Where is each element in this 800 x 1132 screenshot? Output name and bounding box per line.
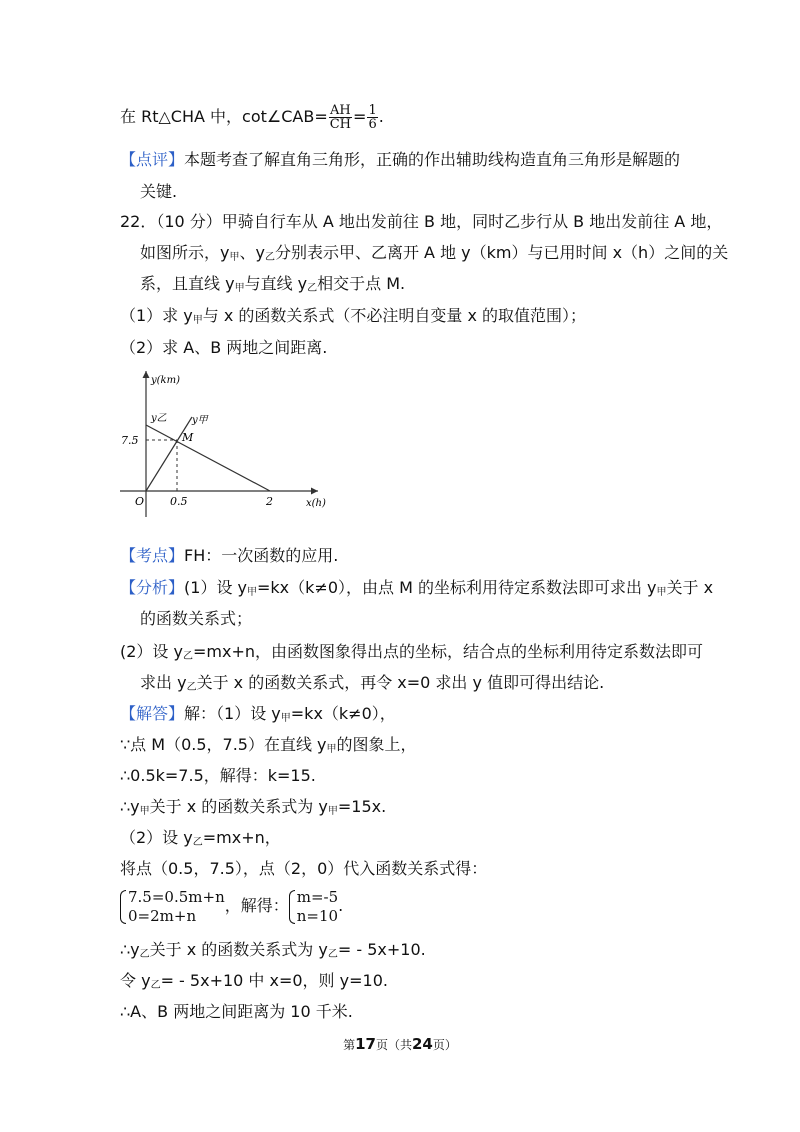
fenxi-line-3: (2）设 $y_乙=mx+n$，由函数图象得出点的坐标，结合点的坐标利用待定系数法即可 [120,642,703,662]
y-tick-label: 7.5 [121,434,139,447]
equation-system-1: 7.5=0.5m+n 0=2m+n [120,888,225,926]
x-tick-label-1: 0.5 [170,495,188,508]
fenxi-line-2: 的函数关系式； [140,609,253,628]
line-yi-label: y乙 [151,413,167,424]
solution-line-5: （2）设 $y_乙=mx+n$， [120,828,281,848]
fraction-ah-ch: $\frac{AH}{CH}$ [329,103,352,132]
total-pages: 24 [412,1035,433,1053]
comment-tag: 【点评】 [120,150,185,169]
comment-line-2: 关键. [140,182,178,201]
line-yi [146,425,270,491]
solution-line-4: $\therefore y_甲$关于 x 的函数关系式为 $y_甲=15x$. [120,797,387,817]
kaodian-tag: 【考点】 [120,546,185,565]
comment-text: 本题考查了解直角三角形，正确的作出辅助线构造直角三角形是解题的 [184,150,681,169]
solution-line-6: 将点（0.5，7.5），点（2，0）代入函数关系式得： [120,859,488,878]
x-tick-label-2: 2 [266,495,273,508]
question-2: （2）求 A、B 两地之间距离. [120,338,328,357]
fenxi-line-4: 求出 $y_乙$关于 x 的函数关系式，再令 x=0 求出 y 值即可得出结论. [140,673,605,693]
comment-line [120,148,680,172]
problem-statement: 22．（10 分）甲骑自行车从 A 地出发前往 B 地，同时乙步行从 B 地出发前往 A 地， [120,212,723,231]
equals-sign: = [353,107,367,126]
solution-line-2: ∵点 M（0.5，7.5）在直线 $y_甲$的图象上， [120,735,417,755]
solution-conclusion: ∴A、B 两地之间距离为 10 千米. [120,1002,353,1021]
cot-prefix: 在 Rt△CHA 中，cot∠CAB= [120,107,328,126]
line-jia-label: y甲 [192,415,208,426]
solution-line-9: 令 $y_乙= - 5x+10$ 中 x=0，则 y=10. [120,971,388,991]
jieda-tag: 【解答】 [120,704,185,723]
fenxi-line: 【分析】(1）设 $y_甲=kx(k\ne 0)$，由点 M 的坐标利用待定系数法即可求出 $y_甲$关于 x [120,578,714,598]
equation-system-line: 7.5=0.5m+n 0=2m+n ，解得： m=-5 n=10 . [120,886,343,926]
page-number: 17 [355,1035,376,1053]
y-axis-label: y(km) [151,375,180,386]
text-line-cot: 在 Rt△CHA 中，cot∠CAB= $\frac{AH}{CH}$ = $\frac{1}{6}$ . [120,103,384,132]
equation-system-2: m=-5 n=10 [289,888,338,926]
jieda-line: 【解答】解：（1）设 $y_甲=kx(k\ne 0)$， [120,704,396,724]
question-1: （1）求 $y_甲$与 x 的函数关系式（不必注明自变量 x 的取值范围）； [120,306,587,326]
x-axis-label: x(h) [306,498,326,509]
page-footer: 第17页（共24页） [343,1035,457,1053]
fenxi-tag: 【分析】 [120,578,185,597]
function-graph [118,365,338,525]
point-m-label: M [182,431,194,444]
solution-line-3: ∴0.5k=7.5，解得：k=15. [120,766,316,785]
solution-line-8: $\therefore y_乙$关于 x 的函数关系式为 $y_乙= - 5x+10$. [120,940,426,960]
fraction-1-6: $\frac{1}{6}$ [368,103,377,132]
problem-statement-3: 系，且直线 $y_甲$与直线 $y_乙$相交于点 M. [140,274,406,294]
problem-statement-2: 如图所示，$y_甲$、$y_乙$分别表示甲、乙离开 A 地 y（km）与已用时间 x（h）之间的关 [140,243,729,263]
kaodian-line: 【考点】FH：一次函数的应用. [120,546,339,565]
origin-label: O [135,495,145,508]
